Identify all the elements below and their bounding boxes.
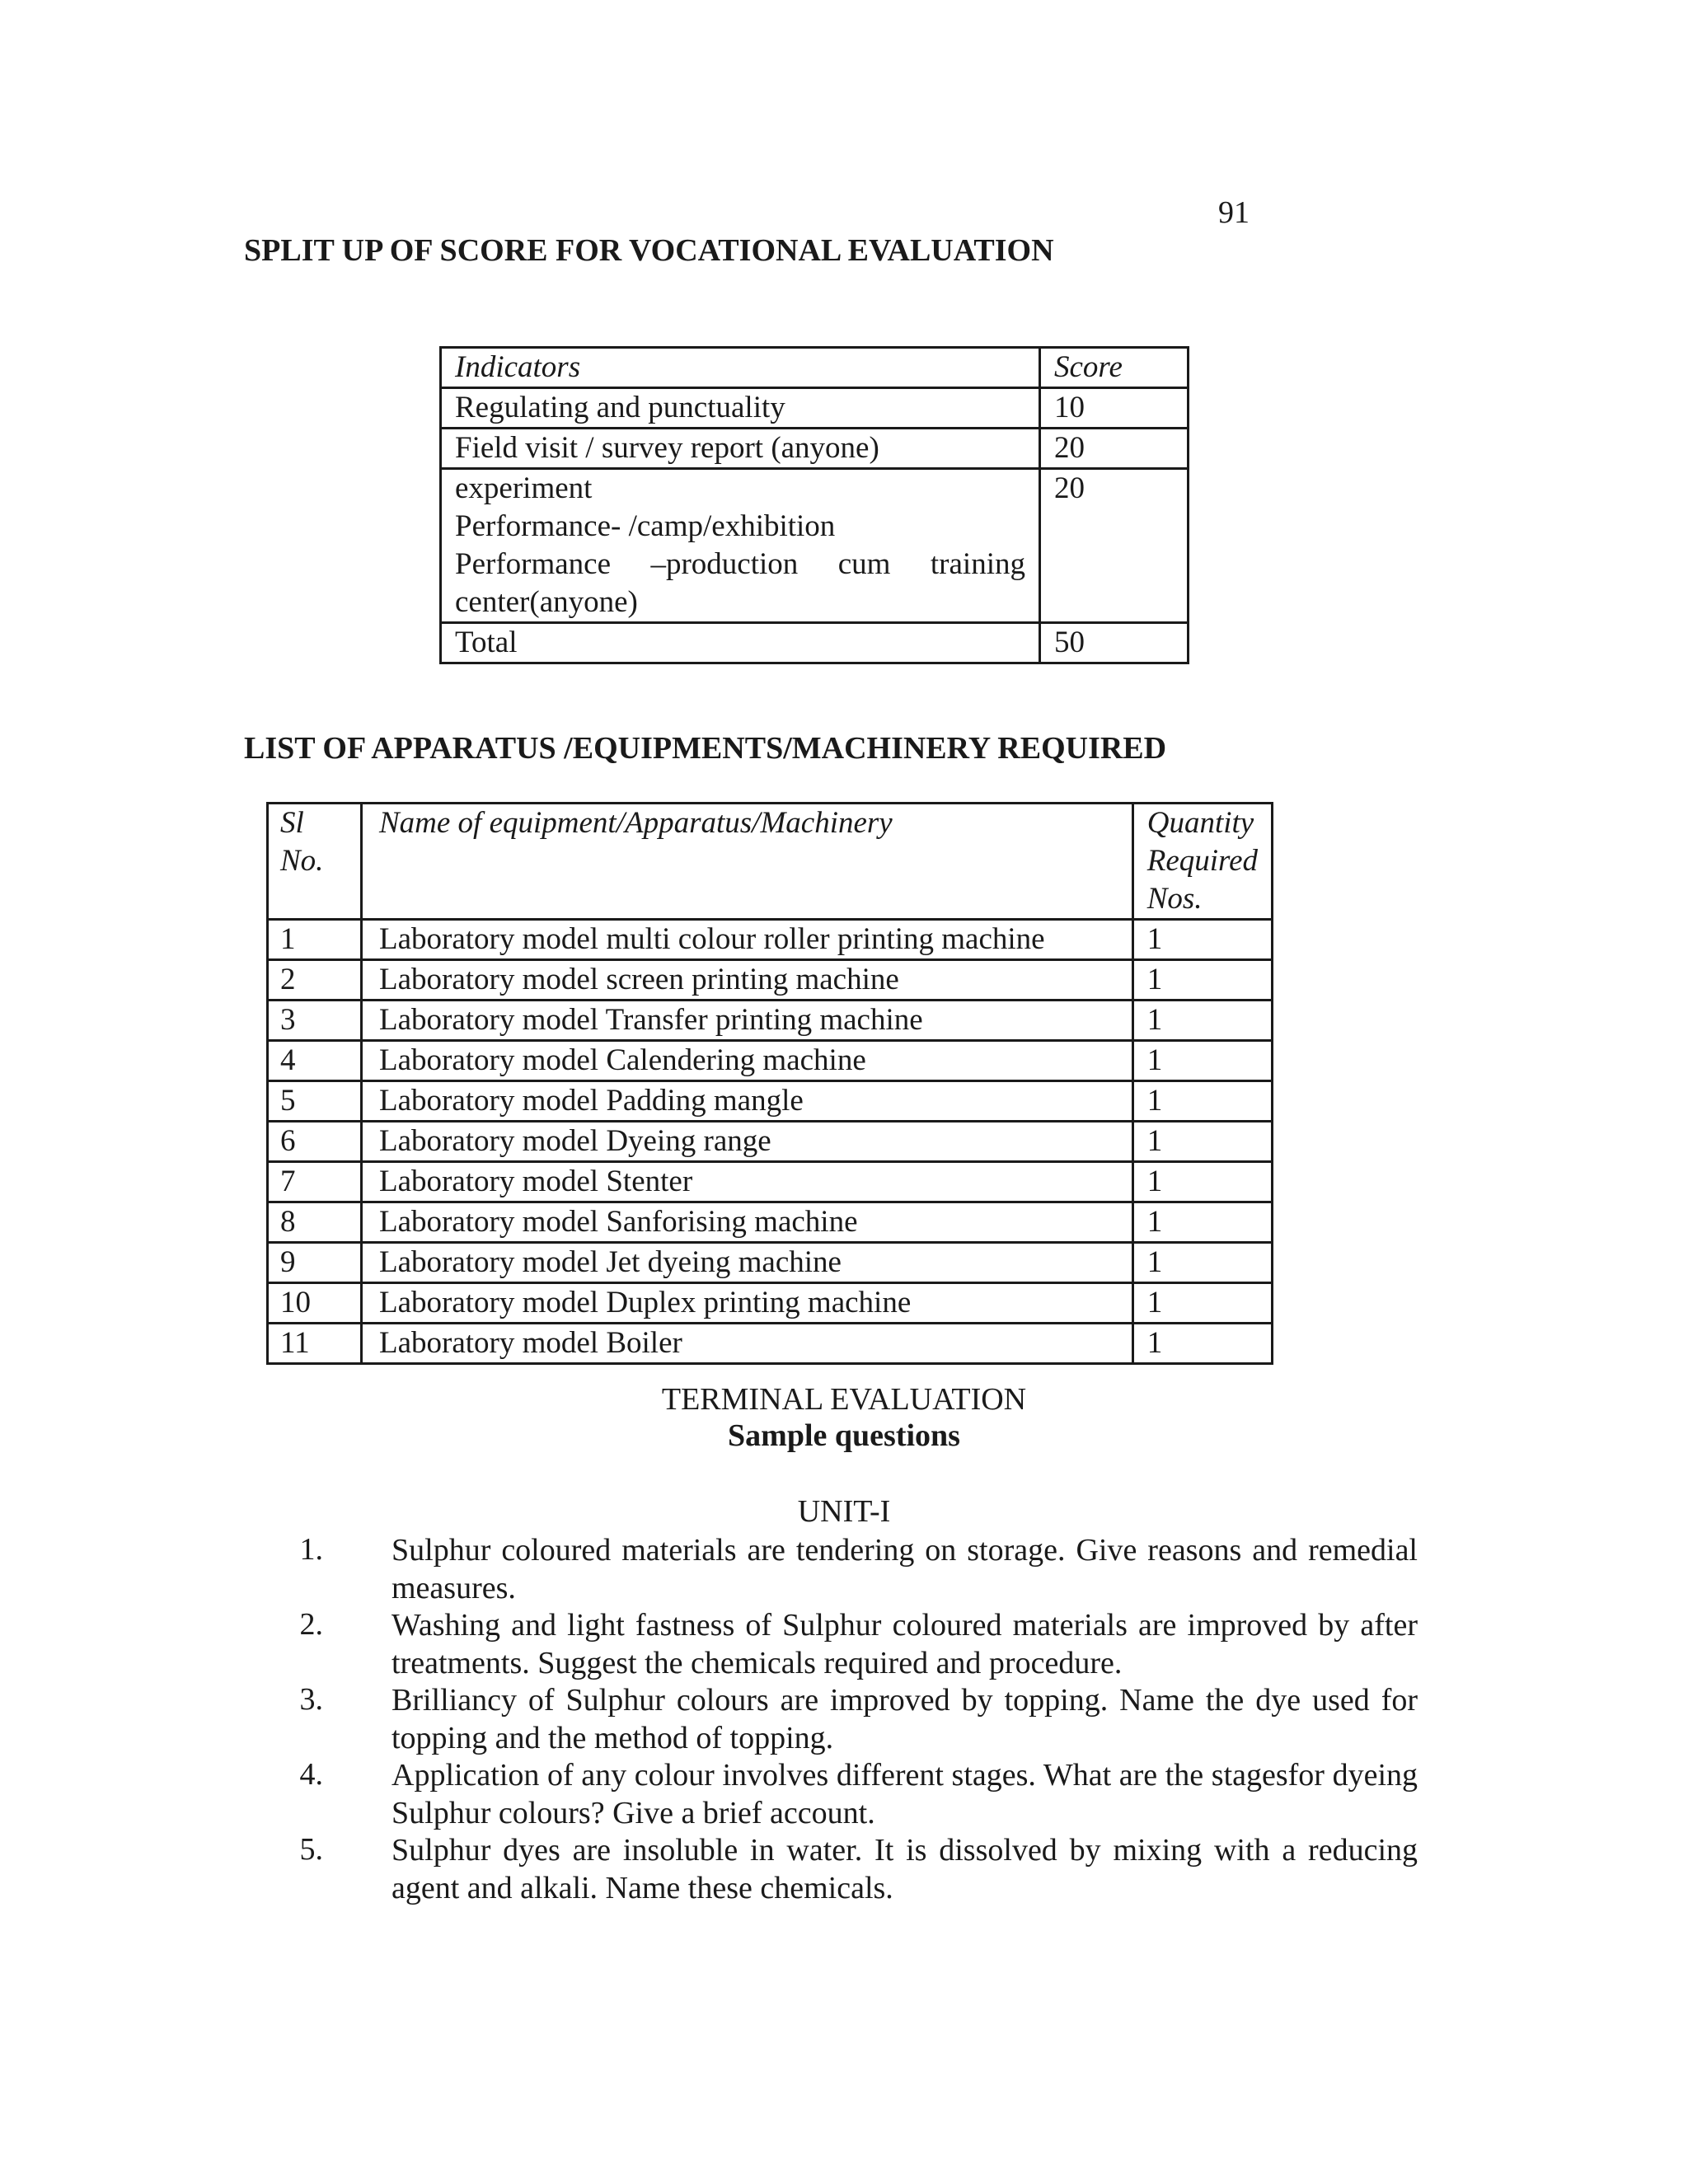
indicator-line <box>455 546 1025 583</box>
header-line: Nos. <box>1146 882 1203 916</box>
total-label: Total <box>441 623 1040 663</box>
table-row <box>441 469 1189 623</box>
quantity-cell: 1 <box>1132 1001 1272 1041</box>
quantity-cell: 1 <box>1132 1243 1272 1283</box>
header-line: No. <box>280 844 324 878</box>
equipment-name-cell: Laboratory model Dyeing range <box>361 1122 1132 1162</box>
quantity-cell: 1 <box>1132 1081 1272 1122</box>
table-row <box>268 1122 1273 1162</box>
sl-cell: 2 <box>268 960 362 1001</box>
table-row <box>268 920 1273 960</box>
question-number: 2. <box>299 1607 323 1642</box>
table-header-row <box>268 804 1273 920</box>
sl-cell: 8 <box>268 1202 362 1243</box>
equipment-name-cell: Laboratory model Transfer printing machine <box>361 1001 1132 1041</box>
sl-cell: 7 <box>268 1162 362 1202</box>
sl-cell: 4 <box>268 1041 362 1081</box>
quantity-cell: 1 <box>1132 920 1272 960</box>
table-row <box>268 1202 1273 1243</box>
unit-heading: UNIT-I <box>797 1494 891 1529</box>
question-number: 3. <box>299 1682 323 1717</box>
quantity-cell: 1 <box>1132 960 1272 1001</box>
quantity-cell: 1 <box>1132 1324 1272 1364</box>
indicator-word: training <box>930 547 1025 581</box>
header-quantity <box>1132 804 1272 920</box>
header-sl-no <box>268 804 362 920</box>
equipment-name-cell: Laboratory model multi colour roller printing machine <box>361 920 1132 960</box>
indicator-word: Performance <box>455 547 612 581</box>
sample-questions-subtitle: Sample questions <box>728 1418 960 1453</box>
score-cell: 20 <box>1040 469 1189 623</box>
header-line: Quantity <box>1146 806 1254 840</box>
table-row <box>441 388 1189 429</box>
question-number: 1. <box>299 1532 323 1567</box>
table-row <box>268 1324 1273 1364</box>
question-text: Brilliancy of Sulphur colours are improved by topping. Name the dye used for topping and the method of topping. <box>392 1683 1418 1755</box>
terminal-evaluation-title: TERMINAL EVALUATION <box>661 1382 1027 1417</box>
question-text: Application of any colour involves different stages. What are the stagesfor dyeing Sulphur colours? Give a brief account. <box>392 1758 1418 1830</box>
table-row <box>268 1243 1273 1283</box>
sl-cell: 5 <box>268 1081 362 1122</box>
header-score: Score <box>1040 348 1189 388</box>
quantity-cell: 1 <box>1132 1162 1272 1202</box>
score-table <box>439 346 1189 664</box>
question-text: Washing and light fastness of Sulphur coloured materials are improved by after treatments. Suggest the chemicals required and procedure. <box>392 1608 1418 1680</box>
sl-cell: 11 <box>268 1324 362 1364</box>
sl-cell: 10 <box>268 1283 362 1324</box>
equipment-name-cell: Laboratory model Stenter <box>361 1162 1132 1202</box>
quantity-cell: 1 <box>1132 1122 1272 1162</box>
indicator-word: –production <box>650 547 799 581</box>
equipment-name-cell: Laboratory model Boiler <box>361 1324 1132 1364</box>
quantity-cell: 1 <box>1132 1041 1272 1081</box>
sl-cell: 1 <box>268 920 362 960</box>
score-cell: 10 <box>1040 388 1189 429</box>
equipment-name-cell: Laboratory model Calendering machine <box>361 1041 1132 1081</box>
indicator-cell: Field visit / survey report (anyone) <box>441 429 1040 469</box>
score-split-heading: SPLIT UP OF SCORE FOR VOCATIONAL EVALUATION <box>244 233 1054 268</box>
indicator-line: Performance- /camp/exhibition <box>455 509 836 543</box>
question-number: 5. <box>299 1832 323 1867</box>
table-row <box>268 1283 1273 1324</box>
equipment-name-cell: Laboratory model Sanforising machine <box>361 1202 1132 1243</box>
header-line: Sl <box>280 806 304 840</box>
indicator-cell: Regulating and punctuality <box>441 388 1040 429</box>
table-total-row <box>441 623 1189 663</box>
quantity-cell: 1 <box>1132 1283 1272 1324</box>
sl-cell: 9 <box>268 1243 362 1283</box>
total-score: 50 <box>1040 623 1189 663</box>
table-row <box>268 1001 1273 1041</box>
question-text: Sulphur dyes are insoluble in water. It is dissolved by mixing with a reducing agent and alkali. Name these chemicals. <box>392 1833 1418 1905</box>
table-row <box>268 1041 1273 1081</box>
indicator-line: center(anyone) <box>455 585 638 619</box>
table-row <box>268 960 1273 1001</box>
table-header-row <box>441 348 1189 388</box>
header-equipment-name: Name of equipment/Apparatus/Machinery <box>361 804 1132 920</box>
table-row <box>268 1081 1273 1122</box>
apparatus-list-heading: LIST OF APPARATUS /EQUIPMENTS/MACHINERY REQUIRED <box>244 731 1167 766</box>
quantity-cell: 1 <box>1132 1202 1272 1243</box>
equipment-name-cell: Laboratory model Duplex printing machine <box>361 1283 1132 1324</box>
equipment-name-cell: Laboratory model Jet dyeing machine <box>361 1243 1132 1283</box>
table-row <box>441 429 1189 469</box>
equipment-name-cell: Laboratory model screen printing machine <box>361 960 1132 1001</box>
indicator-cell-multi <box>441 469 1040 623</box>
indicator-line: experiment <box>455 471 593 505</box>
header-line: Required <box>1146 844 1258 878</box>
sl-cell: 3 <box>268 1001 362 1041</box>
score-cell: 20 <box>1040 429 1189 469</box>
table-row <box>268 1162 1273 1202</box>
equipment-table <box>266 802 1273 1365</box>
indicator-word: cum <box>837 547 891 581</box>
question-text: Sulphur coloured materials are tendering on storage. Give reasons and remedial measures. <box>392 1533 1418 1605</box>
sl-cell: 6 <box>268 1122 362 1162</box>
equipment-name-cell: Laboratory model Padding mangle <box>361 1081 1132 1122</box>
header-indicators: Indicators <box>441 348 1040 388</box>
question-number: 4. <box>299 1757 323 1792</box>
page-number: 91 <box>1218 195 1250 230</box>
